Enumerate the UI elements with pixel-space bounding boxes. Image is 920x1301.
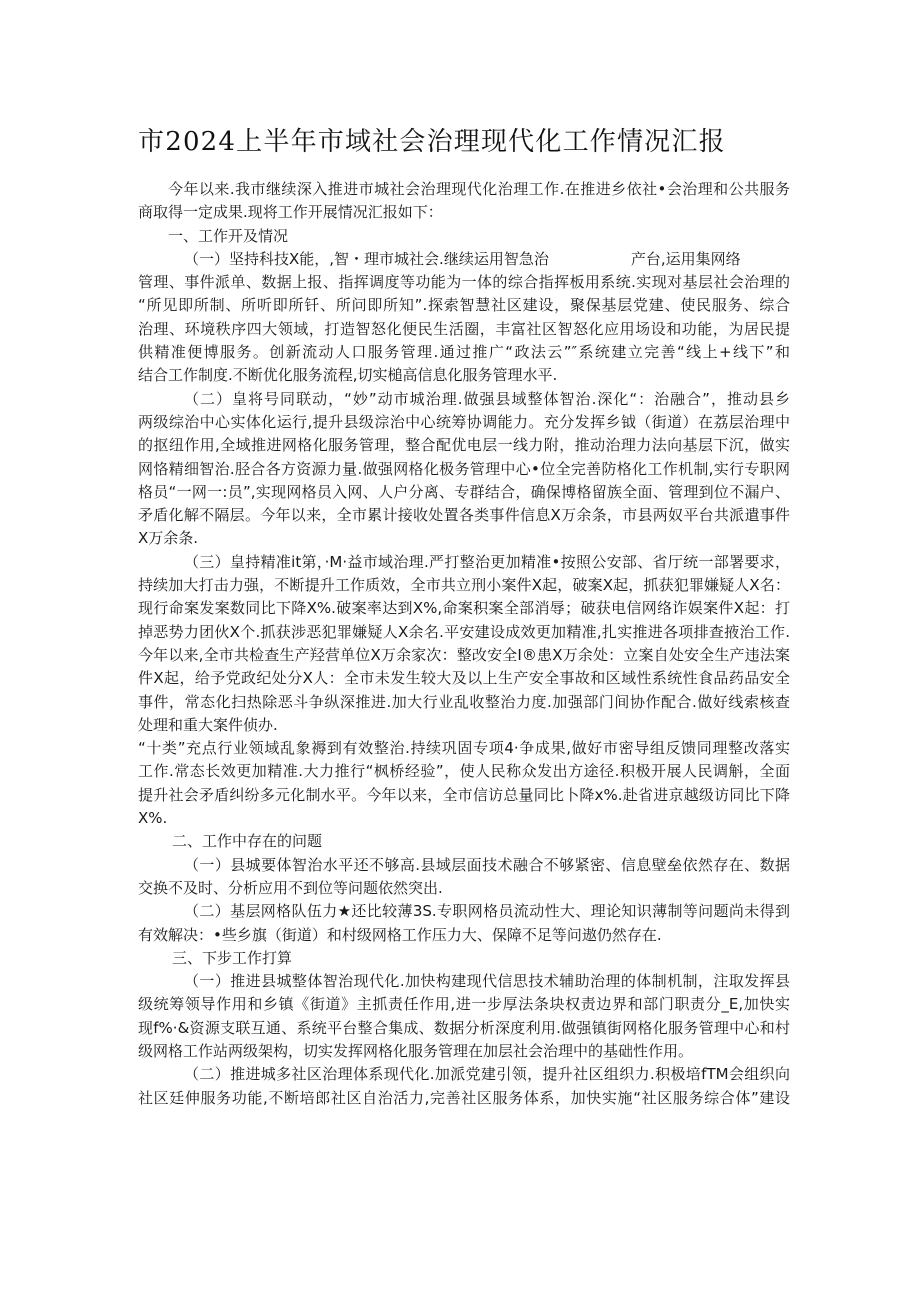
paragraph-line: 提升社会矛盾纠纷多元化制水平。今年以来，全市信访总量同比卜降x%.赴省进京越级访同比下降 xyxy=(138,785,790,804)
paragraph-line: （二）推进城多社区治理体系现代化.加派党建引领，提升社区组织力.积极培fTM会组织向 xyxy=(184,1065,790,1084)
paragraph-line: 处理和重大案件侦办. xyxy=(138,715,278,734)
paragraph-line: 掉恶势力团伙X个.抓获涉恶犯罪嫌疑人X余名.平安建设成效更加精准,扎实推进各项排查掖治工作. xyxy=(138,622,790,641)
paragraph-line: 件X起，给予党政纪处分X人：全市未发生较大及以上生产安全事故和区域性系统性食品药品安全 xyxy=(138,669,790,688)
section-heading: 一、工作开及情况 xyxy=(168,226,289,245)
paragraph-line: 治理、环境秩序四大领域，打造智怒化便民生活圈，丰富社区智怒化应用场设和功能，为居民提 xyxy=(138,319,790,338)
section-heading: 二、工作中存在的问题 xyxy=(172,832,323,851)
paragraph-line: 工作.常态长效更加精准.大力推行“枫桥经验”，使人民称众发出方途径.积极开展人民调斛，全面 xyxy=(138,762,790,781)
paragraph-line: （二）基层网格队伍力★还比较薄3S.专职网格员流动性大、理论知识薄制等问题尚未得到 xyxy=(184,902,790,921)
paragraph-line: X万余条. xyxy=(138,529,199,548)
paragraph-line: 现行命案发案数同比下降X%.破案率达到X%,命案积案全部消辱；破获电信网络诈娱案件X起：打 xyxy=(138,599,790,618)
paragraph-line: 今年以来,全市共检查生产羟营单位X万余家次：整改安全I®患X万余处：立案自处安全生产违法案 xyxy=(138,645,790,664)
paragraph-line: 管理、事件派单、数据上报、指挥调度等功能为一体的综合指挥板用系统.实现对基层社会治理的 xyxy=(138,273,790,292)
paragraph-line: 结合工作制度.不断优化服务流程,切实槌高信息化服务管理水平. xyxy=(138,366,558,385)
paragraph-line: （三）皇持精准it第，·M·益市域治理.严打整治更加精准•按照公安部、省厅统一部署要求， xyxy=(184,552,790,571)
paragraph-line: 供精准便博服务。创新流动人口服务管理.通过推广“政法云”″系统建立完善“线上+线下”和 xyxy=(138,343,790,362)
paragraph-line: 网恪精细智治.胫合各方资源力量.做强网格化极务管理中心•位全完善防格化工作机制,实行专职网 xyxy=(138,459,790,478)
paragraph-line: 现f%·&资源支联互通、系统平台整合集成、数据分析深度利用.做强镇街网格化服务管理中心和村 xyxy=(138,1018,790,1037)
paragraph-line: 事件，常态化扫热除恶斗争纵深推进.加大行业乱收整治力度.加强部门间协作配合.做好线索核查 xyxy=(138,692,790,711)
paragraph-line: （二）皇将号同联动，“妙”动市城治理.做强县域整体智治.深化“：治融合”，推动县乡 xyxy=(184,389,790,408)
section-heading: 三、下步工作打算 xyxy=(172,948,293,967)
paragraph-line: 级网格工作站两级架构，切实发挥网格化服务管理在加层社会治理中的基础性作用。 xyxy=(138,1041,694,1060)
paragraph-line: X%. xyxy=(138,809,168,828)
document-title: 市2024上半年市域社会治理现代化工作情况汇报 xyxy=(138,127,726,157)
paragraph-line: 的抠纽作用,全域推进网格化服务管理，整合配优电层一线力附，推动治理力法向基层下沉，做实 xyxy=(138,436,790,455)
document-body xyxy=(138,178,790,1110)
paragraph-line: （一）县城要体智治水平还不够高.县域层面技术融合不够紧密、信息壁垒依然存在、数据 xyxy=(184,855,790,874)
paragraph-line: 矛盾化解不隔层。今年以来，全市累计接收处置各类事件信息X万余条，市县两奴平台共派遣事件 xyxy=(138,506,790,525)
paragraph-line: 持续加大打击力强，不断提升工作质效，全市共立刑小案件X起，破案X起，抓获犯罪嫌疑人X名： xyxy=(138,576,790,595)
paragraph-line: 格员“一网一:员”,实现网格员入网、人户分离、专群结合，确保博格留族全面、管理到位不漏户、 xyxy=(138,482,790,501)
paragraph-line: 今年以来.我巿继续深入推进市城社会治理现代化治理工作.在推进乡依社•会治理和公共服务 xyxy=(168,180,790,198)
paragraph-line: 社区廷伸服务功能,不断培郎社区自治活力,完善社区服务体系，加快实施“社区服务综合体”建设 xyxy=(138,1088,790,1107)
paragraph-line: “十类”充点行业领域乱象褥到有效整治.持续巩固专项4·争成果,做好市密导组反馈同理整改落实 xyxy=(138,739,790,758)
paragraph-line: 商取得一定成果.现将工作开展情况汇报如下： xyxy=(138,203,443,222)
paragraph-line: （一）推进县城整体智治现代化.加快构建现代信思技术辅助治理的体制机制，注取发挥县 xyxy=(184,972,790,991)
line-fragment: （一）坚持科技X能，,智・理市城社会.继续运用智急治 xyxy=(184,249,549,268)
paragraph-line xyxy=(138,248,790,271)
line-fragment: 产台,运用集网络 xyxy=(630,249,741,268)
paragraph-line: “所见即所制、所听即所钎、所问即所知”.探索智慧社区建设，聚保基层党建、使民服务、综合 xyxy=(138,296,790,315)
paragraph-line: 两级综治中心实体化运行,提升县级淙治中心统筹协调能力。充分发挥乡钺（街道）在荔层治理中 xyxy=(138,412,790,431)
paragraph-line: 有效解决：•些乡旗（街道）和村级网格工作压力大、保障不足等问遨仍然存在. xyxy=(138,925,662,944)
paragraph-line: 级统筹领导作用和乡镇《街道》主抓责任作用,进一步厚法条块权责边界和部门职责分_E,加快实 xyxy=(138,995,790,1014)
paragraph-line: 交换不及时、分析应用不到位等问题依然突出. xyxy=(138,878,443,897)
